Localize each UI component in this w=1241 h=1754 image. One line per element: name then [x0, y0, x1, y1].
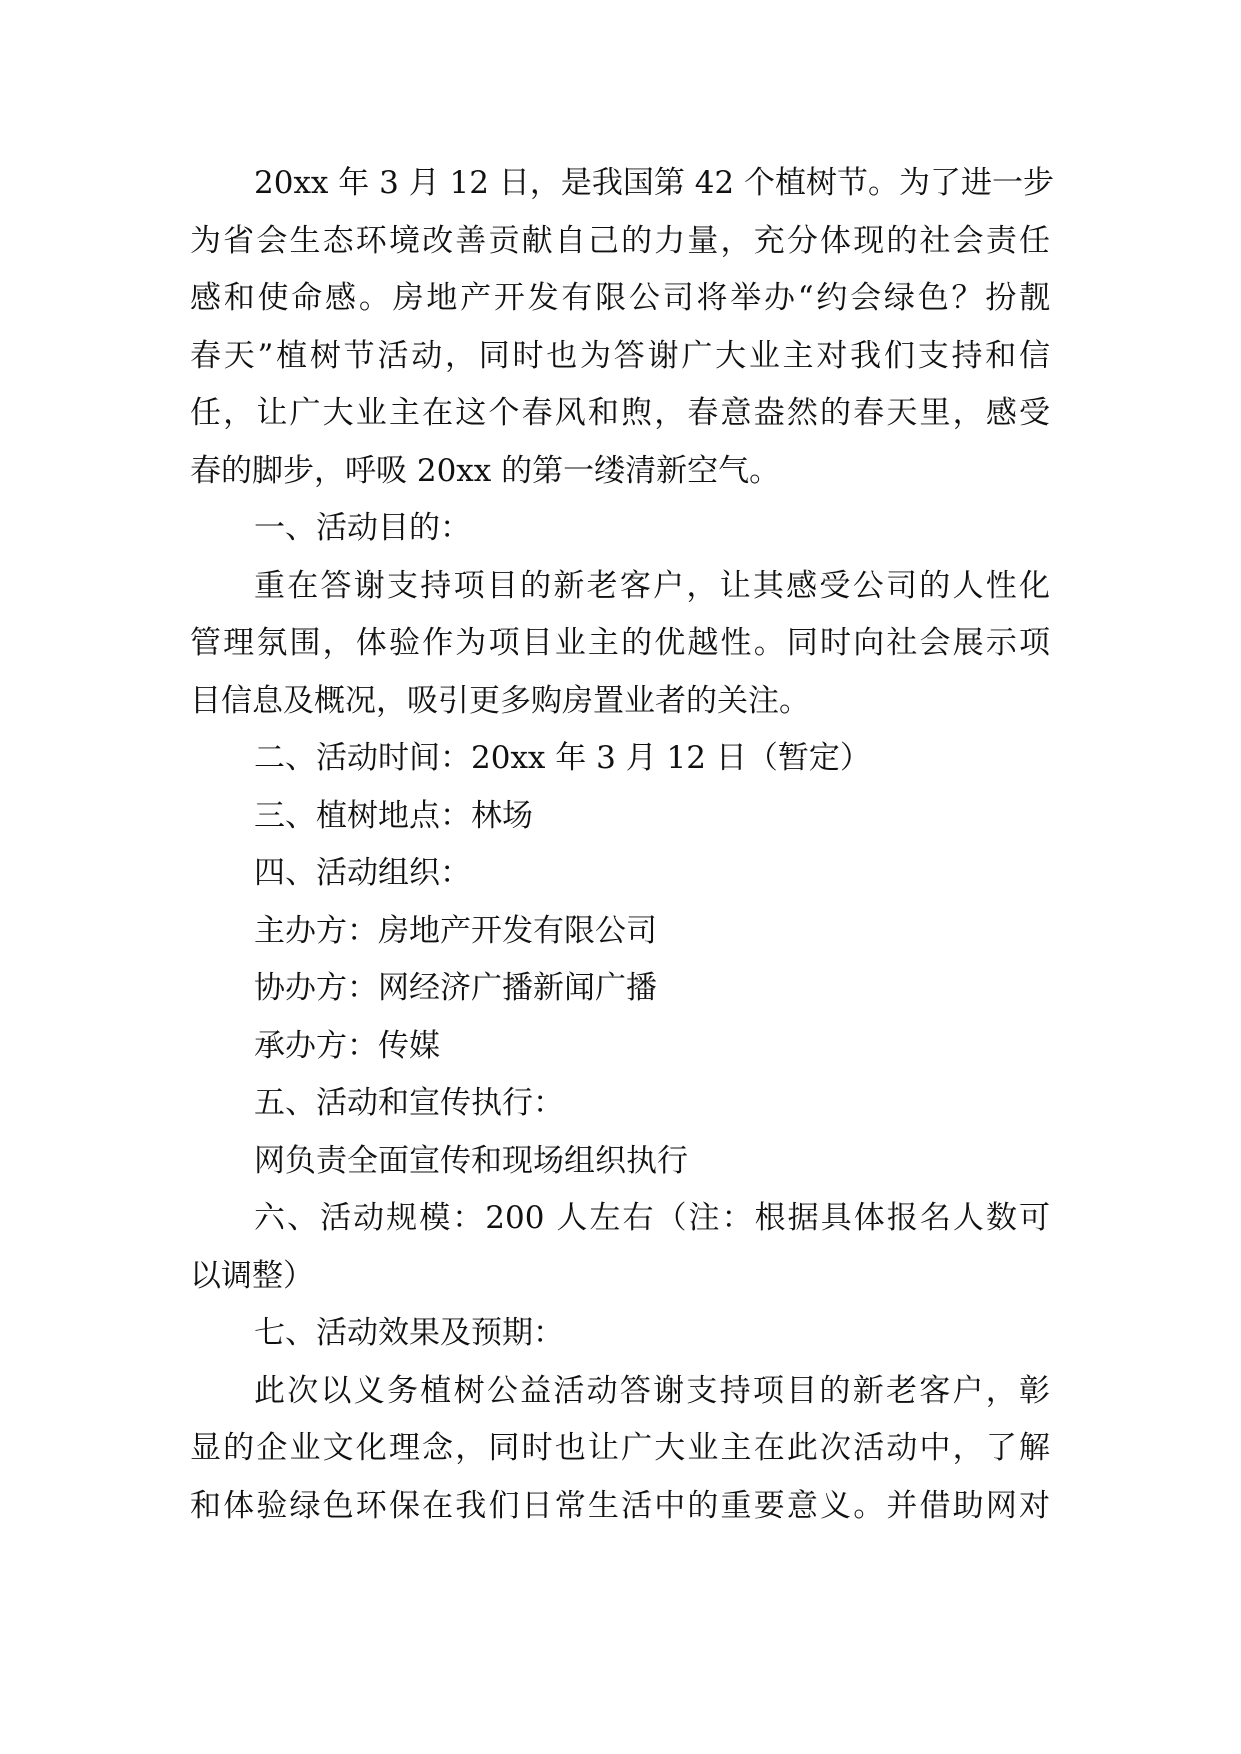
text-line: 和体验绿色环保在我们日常生活中的重要意义。并借助网对	[190, 1487, 1050, 1524]
document-body	[190, 155, 1055, 1535]
text-line: 为省会生态环境改善贡献自己的力量，充分体现的社会责任	[190, 222, 1050, 259]
section-heading-effect: 七、活动效果及预期：	[254, 1315, 564, 1351]
section-heading-promotion: 五、活动和宣传执行：	[254, 1085, 564, 1121]
intro-paragraph	[190, 155, 1055, 500]
section-planting-location: 三、植树地点：林场	[254, 797, 533, 834]
text-line: 任，让广大业主在这个春风和煦，春意盎然的春天里，感受	[190, 395, 1050, 431]
text-line: 六、活动规模：200 人左右（注：根据具体报名人数可	[254, 1200, 1050, 1236]
text-line: 此次以义务植树公益活动答谢支持项目的新老客户，彰	[254, 1372, 1050, 1409]
promotion-paragraph: 网负责全面宣传和现场组织执行	[254, 1142, 688, 1179]
organizer-exec-line: 承办方：传媒	[254, 1027, 440, 1064]
text-line: 感和使命感。房地产开发有限公司将举办“约会绿色？扮靓	[190, 280, 1050, 316]
organizer-co-line: 协办方：网经济广播新闻广播	[254, 970, 657, 1006]
text-line: 显的企业文化理念，同时也让广大业主在此次活动中，了解	[190, 1430, 1050, 1466]
section-heading-organization: 四、活动组织：	[254, 855, 471, 891]
section-activity-time: 二、活动时间：20xx 年 3 月 12 日（暂定）	[254, 740, 871, 776]
text-line: 目信息及概况，吸引更多购房置业者的关注。	[190, 682, 810, 719]
section-heading-purpose: 一、活动目的：	[254, 510, 471, 546]
text-line: 春的脚步，呼吸 20xx 的第一缕清新空气。	[190, 452, 781, 489]
effect-paragraph	[190, 1363, 1050, 1536]
text-line: 春天”植树节活动，同时也为答谢广大业主对我们支持和信	[190, 337, 1050, 374]
text-line: 管理氛围，体验作为项目业主的优越性。同时向社会展示项	[190, 625, 1050, 661]
section-scale	[190, 1190, 1050, 1305]
text-line: 以调整）	[190, 1257, 314, 1294]
text-line: 20xx 年 3 月 12 日，是我国第 42 个植树节。为了进一步	[254, 165, 1055, 201]
text-line: 重在答谢支持项目的新老客户，让其感受公司的人性化	[254, 567, 1050, 604]
purpose-paragraph	[190, 558, 1050, 731]
organizer-host-line: 主办方：房地产开发有限公司	[254, 912, 657, 949]
